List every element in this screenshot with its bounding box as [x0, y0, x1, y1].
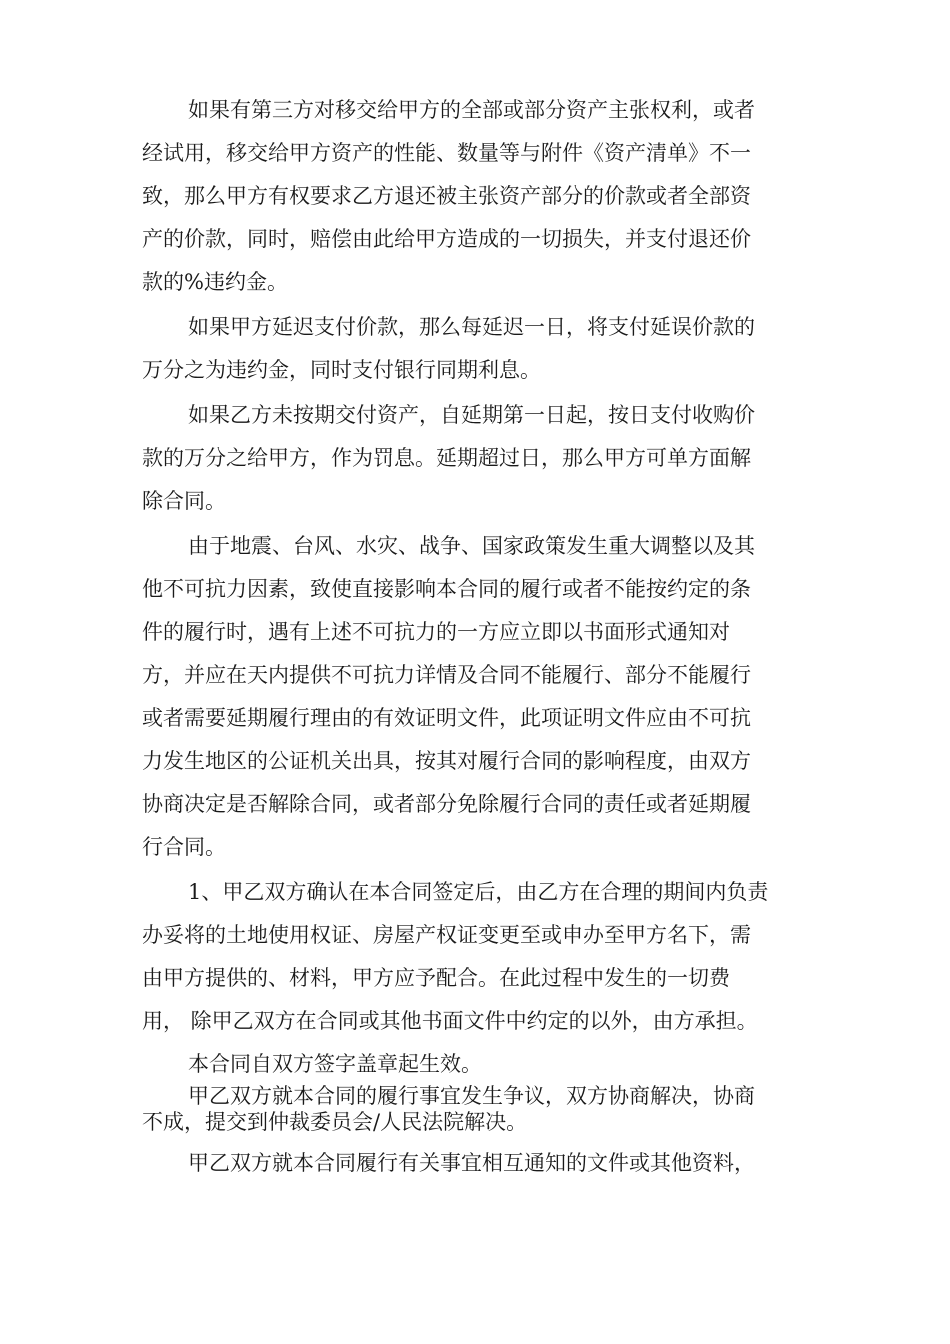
text-line: 甲乙双方就本合同履行有关事宜相互通知的文件或其他资料， — [188, 1151, 755, 1175]
text-line: 如果甲方延迟支付价款，那么每延迟一日，将支付延误价款的 — [188, 315, 755, 339]
text-line: 本合同自双方签字盖章起生效。 — [188, 1052, 482, 1076]
text-line: 如果有第三方对移交给甲方的全部或部分资产主张权利，或者 — [188, 98, 755, 122]
text-line: 行合同。 — [142, 835, 226, 859]
text-line: 甲乙双方就本合同的履行事宜发生争议，双方协商解决，协商 — [188, 1084, 755, 1108]
text-line: 件的履行时，遇有上述不可抗力的一方应立即以书面形式通知对 — [142, 620, 730, 644]
text-line: 或者需要延期履行理由的有效证明文件，此项证明文件应由不可抗 — [142, 706, 751, 730]
text-line: 不成，提交到仲裁委员会/人民法院解决。 — [142, 1110, 528, 1134]
text-line: 除合同。 — [142, 489, 226, 513]
text-line: 方，并应在天内提供不可抗力详情及合同不能履行、部分不能履行 — [142, 663, 751, 687]
text-line: 由于地震、台风、水灾、战争、国家政策发生重大调整以及其 — [188, 534, 755, 558]
text-line: 万分之为违约金，同时支付银行同期利息。 — [142, 358, 541, 382]
text-line: 1、甲乙双方确认在本合同签定后，由乙方在合理的期间内负责 — [188, 880, 769, 904]
text-line: 力发生地区的公证机关出具，按其对履行合同的影响程度，由双方 — [142, 749, 751, 773]
text-line: 用， 除甲乙双方在合同或其他书面文件中约定的以外，由方承担。 — [142, 1009, 758, 1033]
text-line: 致，那么甲方有权要求乙方退还被主张资产部分的价款或者全部资 — [142, 184, 751, 208]
text-line: 办妥将的土地使用权证、房屋产权证变更至或申办至甲方名下，需 — [142, 923, 751, 947]
text-line: 产的价款，同时，赔偿由此给甲方造成的一切损失，并支付退还价 — [142, 227, 751, 251]
text-line: 款的万分之给甲方，作为罚息。延期超过日，那么甲方可单方面解 — [142, 446, 751, 470]
text-line: 经试用，移交给甲方资产的性能、数量等与附件《资产清单》不一 — [142, 141, 751, 165]
text-line: 款的%违约金。 — [142, 270, 288, 294]
text-line: 如果乙方未按期交付资产，自延期第一日起，按日支付收购价 — [188, 403, 755, 427]
text-line: 由甲方提供的、材料，甲方应予配合。在此过程中发生的一切费 — [142, 966, 730, 990]
text-line: 协商决定是否解除合同，或者部分免除履行合同的责任或者延期履 — [142, 792, 751, 816]
text-line: 他不可抗力因素，致使直接影响本合同的履行或者不能按约定的条 — [142, 577, 751, 601]
